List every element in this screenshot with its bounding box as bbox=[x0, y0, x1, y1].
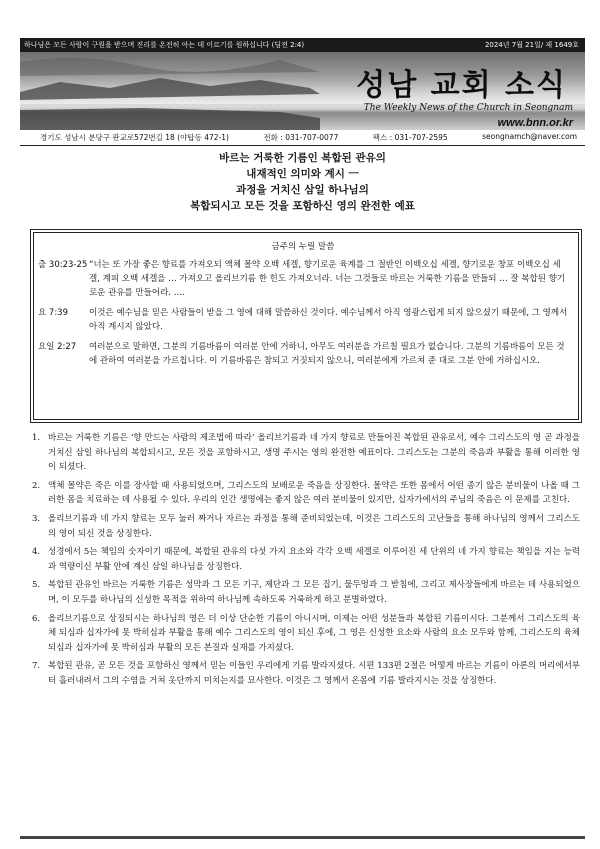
point-text: 올리브기름과 네 가지 향료는 모두 눌러 짜거나 자르는 과정을 통해 준비되었는데, 이것은 그리스도의 고난들을 통해 하나님의 영께서 그리스도의 영이 되신 것을 상징한다. bbox=[48, 513, 580, 539]
verse-reference: 출 30:23-25 bbox=[38, 260, 88, 270]
verse-reference: 요 7:39 bbox=[38, 308, 69, 318]
list-item bbox=[30, 512, 580, 541]
message-points bbox=[30, 431, 580, 693]
address: 경기도 성남시 분당구 판교로572번길 18 (야탑동 472-1) bbox=[40, 133, 229, 142]
footer-divider bbox=[20, 836, 585, 839]
point-number: 5. bbox=[32, 580, 41, 591]
list-item bbox=[30, 545, 580, 574]
verse bbox=[35, 258, 571, 300]
website-link[interactable]: www.bnn.or.kr bbox=[497, 117, 573, 129]
list-item bbox=[30, 578, 580, 607]
phone: 전화 : 031-707-0077 bbox=[263, 133, 339, 142]
masthead-banner bbox=[20, 52, 585, 130]
point-text: 복합된 관유인 바르는 거룩한 기름은 성막과 그 모든 기구, 제단과 그 모든 집기, 물두멍과 그 받침에, 그리고 제사장들에게 바르는 데 사용되었으며, 이 모두를 하나님의 신성한 목적을 위하여 하나님께 속하도록 거룩하게 하고 분별하였다. bbox=[48, 580, 580, 605]
contact-line bbox=[20, 132, 585, 143]
point-number: 4. bbox=[32, 547, 41, 558]
verse-reference: 요일 2:27 bbox=[38, 342, 77, 352]
motto-reference: (딤전 2:4) bbox=[271, 41, 305, 49]
headline-line: 내재적인 의미와 계시 ㅡ bbox=[246, 168, 359, 180]
motto-text: 하나님은 모든 사람이 구원을 받으며 진리를 온전히 아는 데 이르기를 원하십니다 bbox=[24, 41, 270, 49]
header-divider bbox=[20, 145, 585, 146]
point-number: 3. bbox=[32, 513, 41, 524]
verse bbox=[35, 306, 571, 334]
headline-line: 바르는 거룩한 기름인 복합된 관유의 bbox=[219, 152, 386, 164]
point-number: 1. bbox=[32, 433, 41, 443]
verse-text: “너는 또 가장 좋은 향료를 가져오되 액체 몰약 오백 세겔, 향기로운 육계를 그 절반인 이백오십 세겔, 향기로운 창포 이백오십 세겔, 계피 오백 세겔을 … 가져오고 올리브기름 한 힌도 가져오너라. 너는 그것들로 바르는 거룩한 기름을 만들되 … 잘 복합된 향기로운 관유를 만들어라. …. bbox=[89, 260, 566, 298]
list-item bbox=[30, 659, 580, 688]
verse-text: 여러분으로 말하면, 그분의 기름바름이 여러분 안에 거하니, 아무도 여러분을 가르칠 필요가 없습니다. 그분의 기름바름이 모든 것에 관하여 여러분을 가르칩니다. 이 기름바름은 참되고 거짓되지 않으니, 여러분에게 가르쳐 준 대로 그분 안에 거하십시오. bbox=[89, 342, 565, 366]
issue-date: 2024년 7월 21일/ 제 1649호 bbox=[484, 41, 579, 49]
point-text: 올리브기름으로 상징되시는 하나님의 영은 더 이상 단순한 기름이 아니시며, 이제는 어떤 성분들과 복합된 기름이시다. 그분께서 그리스도의 육체 되심과 십자가에 못 박히심과 부활을 통해 예수 그리스도의 영이 되신 후에, 그 영은 신성한 요소와 사람의 요소 모두와 함께, 그리스도의 육체 되심과 십자가에 못 박히심과 부활의 모든 본질과 실재를 가지셨다. bbox=[48, 613, 580, 653]
newsletter-subtitle: The Weekly News of the Church in Seongnam bbox=[363, 103, 573, 113]
scripture-box bbox=[30, 229, 582, 423]
verse-text: 이것은 예수님을 믿은 사람들이 받을 그 영에 대해 말씀하신 것이다. 예수님께서 아직 영광스럽게 되지 않으셨기 때문에, 그 영께서 아직 계시지 않았다. bbox=[89, 308, 568, 332]
fax: 팩스 : 031-707-2595 bbox=[372, 133, 448, 142]
scripture-box-title: 금주의 누릴 말씀 bbox=[271, 242, 335, 252]
point-number: 7. bbox=[32, 661, 41, 672]
headline-line: 복합되시고 모든 것을 포함하신 영의 완전한 예표 bbox=[190, 200, 415, 212]
list-item bbox=[30, 612, 580, 656]
point-text: 복합된 관유, 곧 모든 것을 포함하신 영께서 믿는 이들인 우리에게 기름 발라지셨다. 시편 133편 2절은 어떻게 바르는 기름이 아론의 머리에서부터 흘러내려서 그의 수염을 거쳐 옷단까지 미치는지를 묘사한다. 이것은 그 영께서 온몸에 기름 발라지시는 것을 상징한다. bbox=[48, 661, 580, 686]
newsletter-title: 성남 교회 소식 bbox=[356, 68, 567, 103]
headline-line: 과정을 거치신 삼일 하나님의 bbox=[236, 184, 369, 196]
list-item bbox=[30, 479, 580, 508]
email[interactable]: seongnamch@naver.com bbox=[482, 132, 577, 141]
headline bbox=[20, 150, 585, 214]
motto-bar bbox=[20, 38, 585, 52]
point-text: 액체 몰약은 죽은 이를 장사할 때 사용되었으며, 그리스도의 보배로운 죽음을 상징한다. 몰약은 또한 몸에서 어떤 종기 않은 분비물이 나올 때 그러한 몸을 치료하는 데 사용될 수 있다. 우리의 인간 생명에는 좋지 않은 여러 분비물이 있지만, 십자가에서의 주님의 죽음은 이 문제를 고친다. bbox=[48, 480, 580, 506]
point-text: 바르는 거룩한 기름은 ‘향 만드는 사람의 제조법에 따라’ 올리브기름과 네 가지 향료로 만들어진 복합된 관유로서, 예수 그리스도의 영 곧 과정을 거치신 삼일 하나님의 복합되시고, 모든 것을 포함하시고, 생명 주시는 영의 완전한 예표이다. 그리스도는 그분의 죽음과 부활을 통해 이러한 영이 되셨다. bbox=[48, 433, 580, 473]
point-number: 2. bbox=[32, 480, 41, 491]
point-text: 성경에서 5는 책임의 숫자이기 때문에, 복합된 관유의 다섯 가지 요소와 각각 오백 세겔로 이루어진 세 단위의 네 가지 향료는 책임을 지는 능력과 역량이신 부활 안에 계신 삼일 하나님을 상징한다. bbox=[48, 547, 580, 572]
verse bbox=[35, 340, 571, 368]
point-number: 6. bbox=[32, 613, 41, 624]
list-item bbox=[30, 431, 580, 475]
